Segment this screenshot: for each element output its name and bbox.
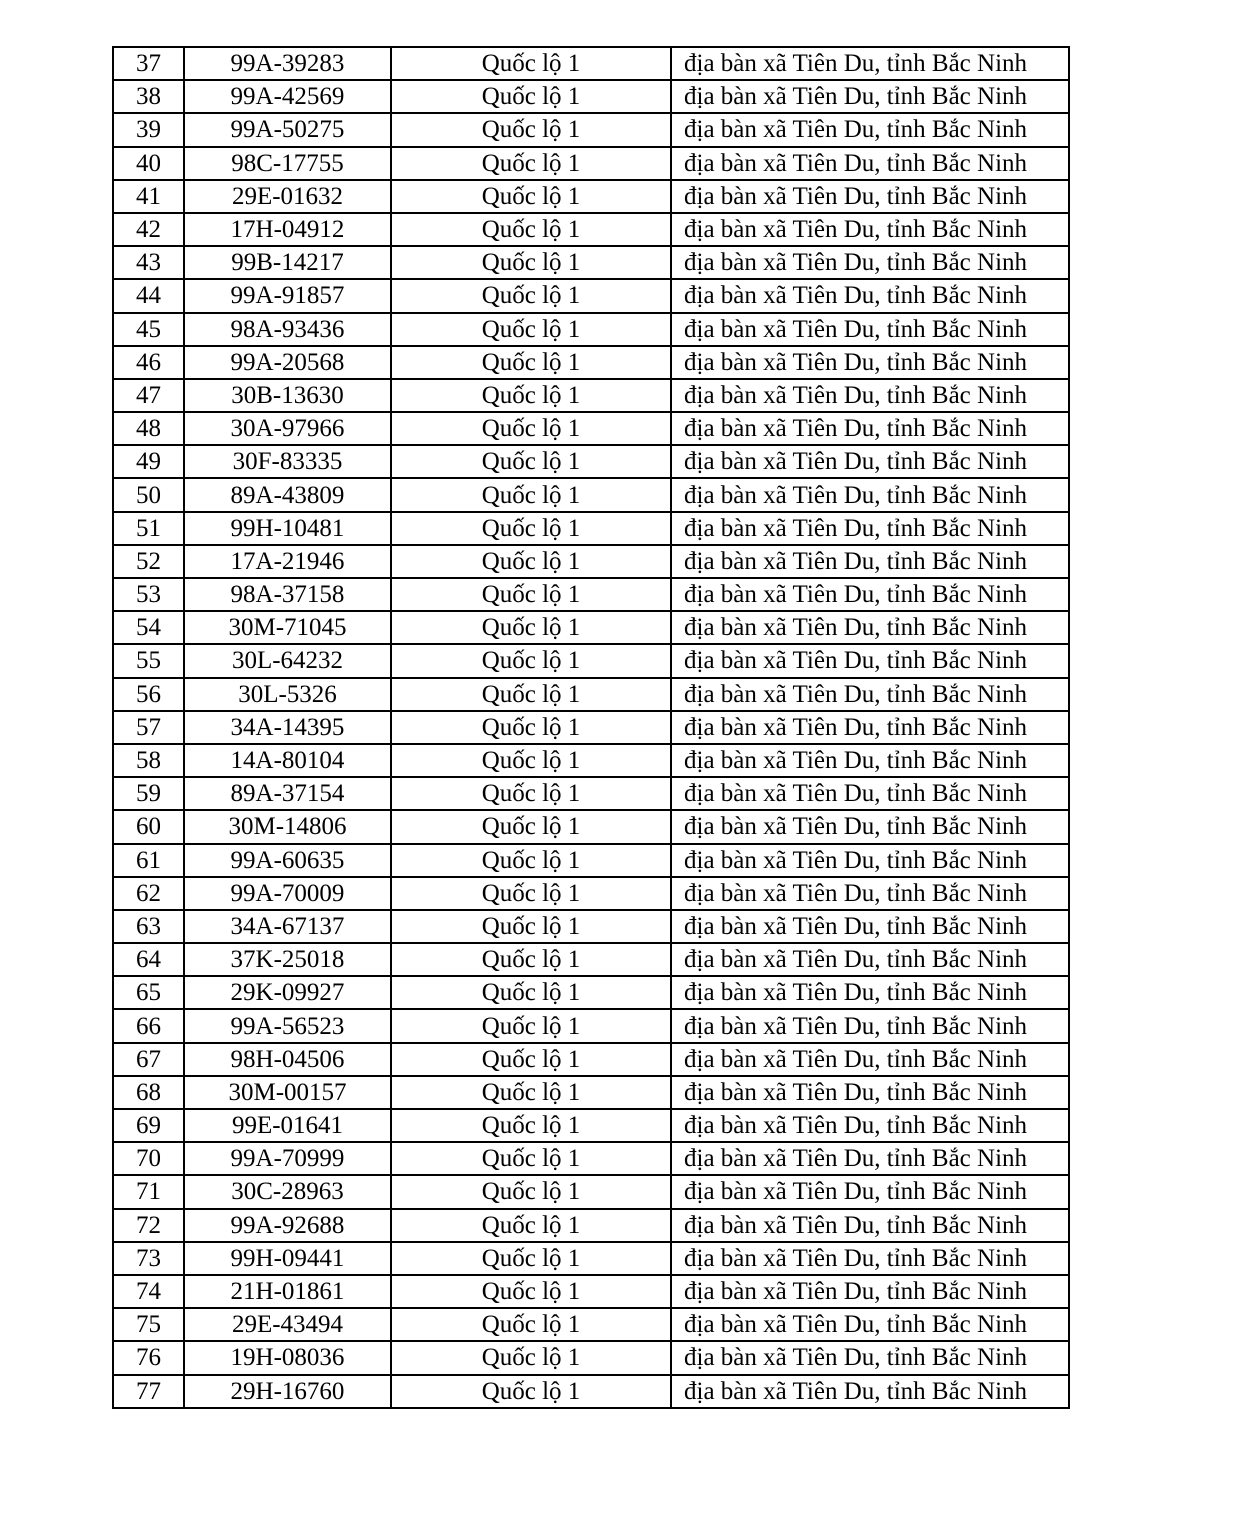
location-cell: địa bàn xã Tiên Du, tỉnh Bắc Ninh <box>671 910 1069 943</box>
table-row <box>113 279 1069 312</box>
location-cell: địa bàn xã Tiên Du, tỉnh Bắc Ninh <box>671 246 1069 279</box>
table-row <box>113 445 1069 478</box>
road-cell: Quốc lộ 1 <box>391 711 671 744</box>
row-number-cell: 48 <box>113 412 184 445</box>
location-cell: địa bàn xã Tiên Du, tỉnh Bắc Ninh <box>671 512 1069 545</box>
location-cell: địa bàn xã Tiên Du, tỉnh Bắc Ninh <box>671 744 1069 777</box>
table-row <box>113 1242 1069 1275</box>
road-cell: Quốc lộ 1 <box>391 246 671 279</box>
location-cell: địa bàn xã Tiên Du, tỉnh Bắc Ninh <box>671 711 1069 744</box>
license-plate-cell: 29K-09927 <box>184 976 391 1009</box>
row-number-cell: 39 <box>113 113 184 146</box>
road-cell: Quốc lộ 1 <box>391 611 671 644</box>
license-plate-cell: 30M-00157 <box>184 1076 391 1109</box>
license-plate-cell: 30F-83335 <box>184 445 391 478</box>
license-plate-cell: 17A-21946 <box>184 545 391 578</box>
row-number-cell: 62 <box>113 877 184 910</box>
location-cell: địa bàn xã Tiên Du, tỉnh Bắc Ninh <box>671 1341 1069 1374</box>
road-cell: Quốc lộ 1 <box>391 147 671 180</box>
table-row <box>113 578 1069 611</box>
license-plate-cell: 98H-04506 <box>184 1043 391 1076</box>
road-cell: Quốc lộ 1 <box>391 1175 671 1208</box>
road-cell: Quốc lộ 1 <box>391 213 671 246</box>
row-number-cell: 65 <box>113 976 184 1009</box>
location-cell: địa bàn xã Tiên Du, tỉnh Bắc Ninh <box>671 844 1069 877</box>
license-plate-cell: 30A-97966 <box>184 412 391 445</box>
location-cell: địa bàn xã Tiên Du, tỉnh Bắc Ninh <box>671 545 1069 578</box>
road-cell: Quốc lộ 1 <box>391 313 671 346</box>
road-cell: Quốc lộ 1 <box>391 412 671 445</box>
location-cell: địa bàn xã Tiên Du, tỉnh Bắc Ninh <box>671 113 1069 146</box>
location-cell: địa bàn xã Tiên Du, tỉnh Bắc Ninh <box>671 678 1069 711</box>
license-plate-cell: 30B-13630 <box>184 379 391 412</box>
row-number-cell: 38 <box>113 80 184 113</box>
road-cell: Quốc lộ 1 <box>391 910 671 943</box>
table-row <box>113 147 1069 180</box>
table-row <box>113 1109 1069 1142</box>
location-cell: địa bàn xã Tiên Du, tỉnh Bắc Ninh <box>671 1043 1069 1076</box>
license-plate-cell: 89A-37154 <box>184 777 391 810</box>
location-cell: địa bàn xã Tiên Du, tỉnh Bắc Ninh <box>671 1142 1069 1175</box>
road-cell: Quốc lộ 1 <box>391 777 671 810</box>
license-plate-cell: 30M-14806 <box>184 810 391 843</box>
license-plate-cell: 98A-93436 <box>184 313 391 346</box>
license-plate-cell: 99A-42569 <box>184 80 391 113</box>
road-cell: Quốc lộ 1 <box>391 844 671 877</box>
road-cell: Quốc lộ 1 <box>391 279 671 312</box>
row-number-cell: 55 <box>113 644 184 677</box>
license-plate-cell: 21H-01861 <box>184 1275 391 1308</box>
row-number-cell: 44 <box>113 279 184 312</box>
road-cell: Quốc lộ 1 <box>391 445 671 478</box>
table-row <box>113 744 1069 777</box>
license-plate-cell: 29E-43494 <box>184 1308 391 1341</box>
road-cell: Quốc lộ 1 <box>391 180 671 213</box>
table-row <box>113 1175 1069 1208</box>
location-cell: địa bàn xã Tiên Du, tỉnh Bắc Ninh <box>671 213 1069 246</box>
location-cell: địa bàn xã Tiên Du, tỉnh Bắc Ninh <box>671 877 1069 910</box>
road-cell: Quốc lộ 1 <box>391 47 671 80</box>
row-number-cell: 69 <box>113 1109 184 1142</box>
row-number-cell: 77 <box>113 1375 184 1408</box>
road-cell: Quốc lộ 1 <box>391 877 671 910</box>
road-cell: Quốc lộ 1 <box>391 1308 671 1341</box>
location-cell: địa bàn xã Tiên Du, tỉnh Bắc Ninh <box>671 412 1069 445</box>
table-row <box>113 346 1069 379</box>
row-number-cell: 58 <box>113 744 184 777</box>
table-row <box>113 711 1069 744</box>
location-cell: địa bàn xã Tiên Du, tỉnh Bắc Ninh <box>671 445 1069 478</box>
road-cell: Quốc lộ 1 <box>391 1076 671 1109</box>
location-cell: địa bàn xã Tiên Du, tỉnh Bắc Ninh <box>671 777 1069 810</box>
table-row <box>113 545 1069 578</box>
table-row <box>113 180 1069 213</box>
license-plate-cell: 99B-14217 <box>184 246 391 279</box>
table-row <box>113 1076 1069 1109</box>
license-plate-cell: 99A-39283 <box>184 47 391 80</box>
location-cell: địa bàn xã Tiên Du, tỉnh Bắc Ninh <box>671 644 1069 677</box>
row-number-cell: 42 <box>113 213 184 246</box>
location-cell: địa bàn xã Tiên Du, tỉnh Bắc Ninh <box>671 1009 1069 1042</box>
road-cell: Quốc lộ 1 <box>391 1209 671 1242</box>
table-row <box>113 1341 1069 1374</box>
row-number-cell: 40 <box>113 147 184 180</box>
row-number-cell: 50 <box>113 478 184 511</box>
row-number-cell: 45 <box>113 313 184 346</box>
row-number-cell: 56 <box>113 678 184 711</box>
location-cell: địa bàn xã Tiên Du, tỉnh Bắc Ninh <box>671 47 1069 80</box>
license-plate-cell: 99A-70009 <box>184 877 391 910</box>
row-number-cell: 61 <box>113 844 184 877</box>
row-number-cell: 75 <box>113 1308 184 1341</box>
license-plate-cell: 99H-10481 <box>184 512 391 545</box>
violation-table <box>112 46 1070 1409</box>
location-cell: địa bàn xã Tiên Du, tỉnh Bắc Ninh <box>671 1242 1069 1275</box>
road-cell: Quốc lộ 1 <box>391 1109 671 1142</box>
row-number-cell: 67 <box>113 1043 184 1076</box>
table-row <box>113 1275 1069 1308</box>
table-row <box>113 943 1069 976</box>
row-number-cell: 76 <box>113 1341 184 1374</box>
row-number-cell: 73 <box>113 1242 184 1275</box>
license-plate-cell: 17H-04912 <box>184 213 391 246</box>
table-row <box>113 877 1069 910</box>
table-row <box>113 644 1069 677</box>
row-number-cell: 70 <box>113 1142 184 1175</box>
road-cell: Quốc lộ 1 <box>391 1142 671 1175</box>
row-number-cell: 66 <box>113 1009 184 1042</box>
road-cell: Quốc lộ 1 <box>391 678 671 711</box>
location-cell: địa bàn xã Tiên Du, tỉnh Bắc Ninh <box>671 147 1069 180</box>
road-cell: Quốc lộ 1 <box>391 545 671 578</box>
license-plate-cell: 99A-56523 <box>184 1009 391 1042</box>
road-cell: Quốc lộ 1 <box>391 578 671 611</box>
location-cell: địa bàn xã Tiên Du, tỉnh Bắc Ninh <box>671 478 1069 511</box>
license-plate-cell: 29E-01632 <box>184 180 391 213</box>
table-row <box>113 1142 1069 1175</box>
license-plate-cell: 30M-71045 <box>184 611 391 644</box>
license-plate-cell: 34A-14395 <box>184 711 391 744</box>
location-cell: địa bàn xã Tiên Du, tỉnh Bắc Ninh <box>671 279 1069 312</box>
row-number-cell: 74 <box>113 1275 184 1308</box>
location-cell: địa bàn xã Tiên Du, tỉnh Bắc Ninh <box>671 611 1069 644</box>
row-number-cell: 46 <box>113 346 184 379</box>
location-cell: địa bàn xã Tiên Du, tỉnh Bắc Ninh <box>671 180 1069 213</box>
road-cell: Quốc lộ 1 <box>391 744 671 777</box>
table-row <box>113 1209 1069 1242</box>
row-number-cell: 47 <box>113 379 184 412</box>
table-row <box>113 777 1069 810</box>
table-row <box>113 844 1069 877</box>
license-plate-cell: 14A-80104 <box>184 744 391 777</box>
location-cell: địa bàn xã Tiên Du, tỉnh Bắc Ninh <box>671 1109 1069 1142</box>
license-plate-cell: 98C-17755 <box>184 147 391 180</box>
row-number-cell: 57 <box>113 711 184 744</box>
location-cell: địa bàn xã Tiên Du, tỉnh Bắc Ninh <box>671 1375 1069 1408</box>
road-cell: Quốc lộ 1 <box>391 1375 671 1408</box>
license-plate-cell: 99A-91857 <box>184 279 391 312</box>
location-cell: địa bàn xã Tiên Du, tỉnh Bắc Ninh <box>671 1076 1069 1109</box>
table-row <box>113 678 1069 711</box>
table-row <box>113 412 1069 445</box>
row-number-cell: 43 <box>113 246 184 279</box>
table-row <box>113 478 1069 511</box>
row-number-cell: 68 <box>113 1076 184 1109</box>
table-body <box>113 47 1069 1408</box>
road-cell: Quốc lộ 1 <box>391 379 671 412</box>
license-plate-cell: 30L-64232 <box>184 644 391 677</box>
table-row <box>113 910 1069 943</box>
location-cell: địa bàn xã Tiên Du, tỉnh Bắc Ninh <box>671 1175 1069 1208</box>
table-row <box>113 113 1069 146</box>
row-number-cell: 51 <box>113 512 184 545</box>
location-cell: địa bàn xã Tiên Du, tỉnh Bắc Ninh <box>671 346 1069 379</box>
license-plate-cell: 30C-28963 <box>184 1175 391 1208</box>
license-plate-cell: 99A-92688 <box>184 1209 391 1242</box>
table-row <box>113 80 1069 113</box>
road-cell: Quốc lộ 1 <box>391 113 671 146</box>
table-row <box>113 313 1069 346</box>
license-plate-cell: 99A-20568 <box>184 346 391 379</box>
road-cell: Quốc lộ 1 <box>391 346 671 379</box>
row-number-cell: 37 <box>113 47 184 80</box>
table-row <box>113 246 1069 279</box>
license-plate-cell: 99A-70999 <box>184 1142 391 1175</box>
row-number-cell: 71 <box>113 1175 184 1208</box>
license-plate-cell: 89A-43809 <box>184 478 391 511</box>
license-plate-cell: 99H-09441 <box>184 1242 391 1275</box>
license-plate-cell: 34A-67137 <box>184 910 391 943</box>
license-plate-cell: 99A-60635 <box>184 844 391 877</box>
location-cell: địa bàn xã Tiên Du, tỉnh Bắc Ninh <box>671 313 1069 346</box>
license-plate-cell: 98A-37158 <box>184 578 391 611</box>
row-number-cell: 64 <box>113 943 184 976</box>
table-row <box>113 47 1069 80</box>
road-cell: Quốc lộ 1 <box>391 1043 671 1076</box>
row-number-cell: 60 <box>113 810 184 843</box>
location-cell: địa bàn xã Tiên Du, tỉnh Bắc Ninh <box>671 1308 1069 1341</box>
row-number-cell: 59 <box>113 777 184 810</box>
road-cell: Quốc lộ 1 <box>391 1009 671 1042</box>
table-row <box>113 810 1069 843</box>
table-row <box>113 1009 1069 1042</box>
license-plate-cell: 29H-16760 <box>184 1375 391 1408</box>
location-cell: địa bàn xã Tiên Du, tỉnh Bắc Ninh <box>671 578 1069 611</box>
road-cell: Quốc lộ 1 <box>391 1275 671 1308</box>
row-number-cell: 52 <box>113 545 184 578</box>
road-cell: Quốc lộ 1 <box>391 976 671 1009</box>
table-row <box>113 379 1069 412</box>
road-cell: Quốc lộ 1 <box>391 512 671 545</box>
table-row <box>113 611 1069 644</box>
license-plate-cell: 37K-25018 <box>184 943 391 976</box>
row-number-cell: 53 <box>113 578 184 611</box>
road-cell: Quốc lộ 1 <box>391 810 671 843</box>
table-row <box>113 213 1069 246</box>
row-number-cell: 54 <box>113 611 184 644</box>
road-cell: Quốc lộ 1 <box>391 1341 671 1374</box>
table-row <box>113 1043 1069 1076</box>
license-plate-cell: 19H-08036 <box>184 1341 391 1374</box>
license-plate-cell: 30L-5326 <box>184 678 391 711</box>
location-cell: địa bàn xã Tiên Du, tỉnh Bắc Ninh <box>671 810 1069 843</box>
table-row <box>113 1308 1069 1341</box>
license-plate-cell: 99E-01641 <box>184 1109 391 1142</box>
road-cell: Quốc lộ 1 <box>391 1242 671 1275</box>
location-cell: địa bàn xã Tiên Du, tỉnh Bắc Ninh <box>671 1209 1069 1242</box>
row-number-cell: 41 <box>113 180 184 213</box>
location-cell: địa bàn xã Tiên Du, tỉnh Bắc Ninh <box>671 1275 1069 1308</box>
table-row <box>113 512 1069 545</box>
row-number-cell: 49 <box>113 445 184 478</box>
road-cell: Quốc lộ 1 <box>391 80 671 113</box>
row-number-cell: 63 <box>113 910 184 943</box>
row-number-cell: 72 <box>113 1209 184 1242</box>
location-cell: địa bàn xã Tiên Du, tỉnh Bắc Ninh <box>671 80 1069 113</box>
road-cell: Quốc lộ 1 <box>391 644 671 677</box>
road-cell: Quốc lộ 1 <box>391 478 671 511</box>
location-cell: địa bàn xã Tiên Du, tỉnh Bắc Ninh <box>671 379 1069 412</box>
table-row <box>113 1375 1069 1408</box>
license-plate-cell: 99A-50275 <box>184 113 391 146</box>
road-cell: Quốc lộ 1 <box>391 943 671 976</box>
location-cell: địa bàn xã Tiên Du, tỉnh Bắc Ninh <box>671 976 1069 1009</box>
location-cell: địa bàn xã Tiên Du, tỉnh Bắc Ninh <box>671 943 1069 976</box>
table-row <box>113 976 1069 1009</box>
